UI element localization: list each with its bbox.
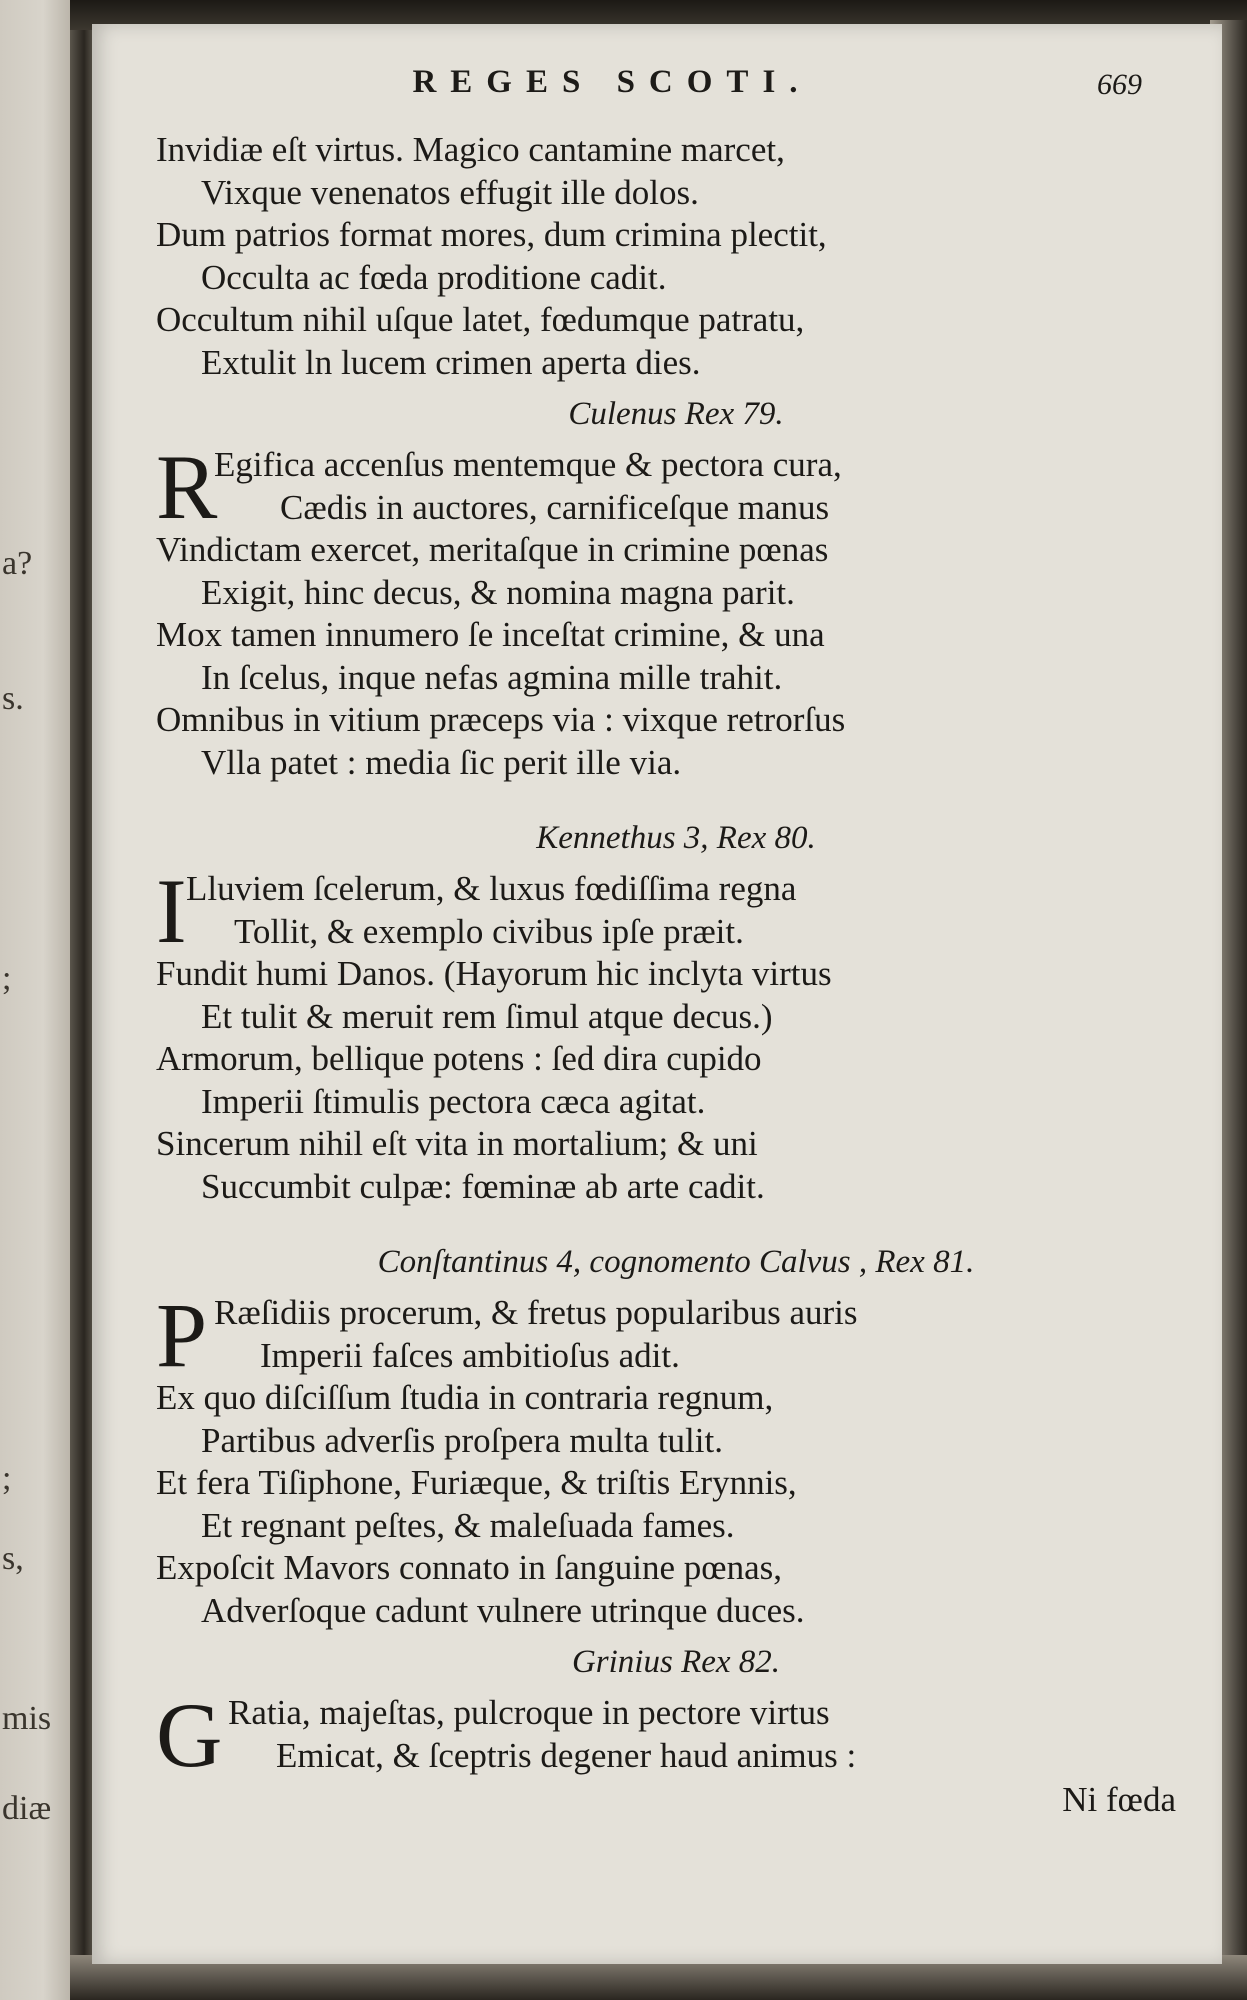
margin-fragment: mis (2, 1700, 52, 1737)
previous-page-edge (0, 0, 72, 2000)
verse-line: Tollit, & exemplo civibus ipſe præit. (234, 911, 744, 951)
verse-line: Expoſcit Mavors connato in ſanguine pœnas, (156, 1548, 782, 1587)
verse-line: Vlla patet : media ſic perit ille via. (201, 742, 682, 782)
verse-line: Et regnant peſtes, & maleſuada fames. (201, 1505, 735, 1545)
verse-line: Ex quo diſciſſum ſtudia in contraria regnum, (156, 1378, 774, 1417)
verse-line: Exigit, hinc decus, & nomina magna parit. (201, 572, 795, 612)
verse-line: Dum patrios format mores, dum crimina plectit, (156, 215, 827, 254)
section-heading: Grinius Rex 82. (571, 1644, 781, 1680)
running-title: REGES SCOTI. (412, 64, 812, 100)
margin-fragment: ; (2, 960, 12, 997)
text-block (156, 129, 1176, 1823)
section-heading: Culenus Rex 79. (568, 396, 784, 432)
drop-cap: G (156, 1684, 223, 1786)
margin-fragment: s, (2, 1540, 24, 1577)
section-heading: Conſtantinus 4, cognomento Calvus , Rex 81. (377, 1244, 975, 1280)
margin-fragment: s. (2, 680, 24, 717)
drop-cap: P (156, 1284, 208, 1386)
verse-line: Succumbit culpæ: fœminæ ab arte cadit. (201, 1166, 765, 1206)
verse-line: Vixque venenatos effugit ille dolos. (201, 172, 699, 212)
poem-constantinus (156, 1284, 1176, 1632)
verse-line: In ſcelus, inque nefas agmina mille trahit. (201, 657, 783, 697)
margin-fragment: ; (2, 1460, 12, 1497)
verse-line: Imperii faſces ambitioſus adit. (260, 1335, 680, 1375)
running-head (92, 64, 1222, 114)
verse-line: Et tulit & meruit rem ſimul atque decus.) (201, 996, 773, 1036)
verse-line: Ratia, majeſtas, pulcroque in pectore virtus (228, 1693, 830, 1732)
poem-grinius (156, 1684, 1176, 1823)
verse-line: Adverſoque cadunt vulnere utrinque duces. (201, 1590, 805, 1630)
margin-fragment: a? (2, 545, 33, 582)
margin-fragment: diæ (2, 1790, 52, 1827)
verse-line: Emicat, & ſceptris degener haud animus : (276, 1735, 857, 1775)
page-number: 669 (1097, 68, 1142, 101)
drop-cap: R (156, 436, 218, 538)
verse-line: Sincerum nihil eſt vita in mortalium; & uni (156, 1124, 758, 1163)
verse-line: Occulta ac fœda proditione cadit. (201, 257, 667, 297)
verse-line: Cædis in auctores, carnificeſque manus (280, 487, 830, 527)
verse-line: Fundit humi Danos. (Hayorum hic inclyta virtus (156, 954, 832, 993)
verse-line: Ræſidiis procerum, & fretus popularibus auris (214, 1293, 858, 1332)
verse-line: Vindictam exercet, meritaſque in crimine pœnas (156, 530, 829, 569)
verse-line: Omnibus in vitium præceps via : vixque retrorſus (156, 700, 846, 739)
verse-line: Mox tamen innumero ſe inceſtat crimine, & una (156, 615, 825, 654)
verse-line: Armorum, bellique potens : ſed dira cupido (156, 1039, 762, 1078)
book-page (92, 24, 1222, 1964)
verse-line: Invidiæ eſt virtus. Magico cantamine marcet, (156, 130, 785, 169)
verse-line: Lluviem ſcelerum, & luxus fœdiſſima regna (186, 869, 797, 908)
verse-line: Imperii ſtimulis pectora cæca agitat. (201, 1081, 706, 1121)
poem-kennethus (156, 860, 1176, 1208)
verse-line: Extulit ln lucem crimen aperta dies. (201, 342, 701, 382)
catchword: Ni fœda (1062, 1780, 1176, 1819)
verse-line: Partibus adverſis proſpera multa tulit. (201, 1420, 723, 1460)
poem-continuation (156, 129, 1176, 384)
section-heading: Kennethus 3, Rex 80. (536, 820, 816, 856)
verse-line: Occultum nihil uſque latet, fœdumque patratu, (156, 300, 805, 339)
verse-line: Egifica accenſus mentemque & pectora cura, (214, 445, 842, 484)
verse-line: Et fera Tiſiphone, Furiæque, & triſtis Erynnis, (156, 1463, 797, 1502)
drop-cap: I (156, 860, 187, 962)
poem-culenus (156, 436, 1176, 784)
